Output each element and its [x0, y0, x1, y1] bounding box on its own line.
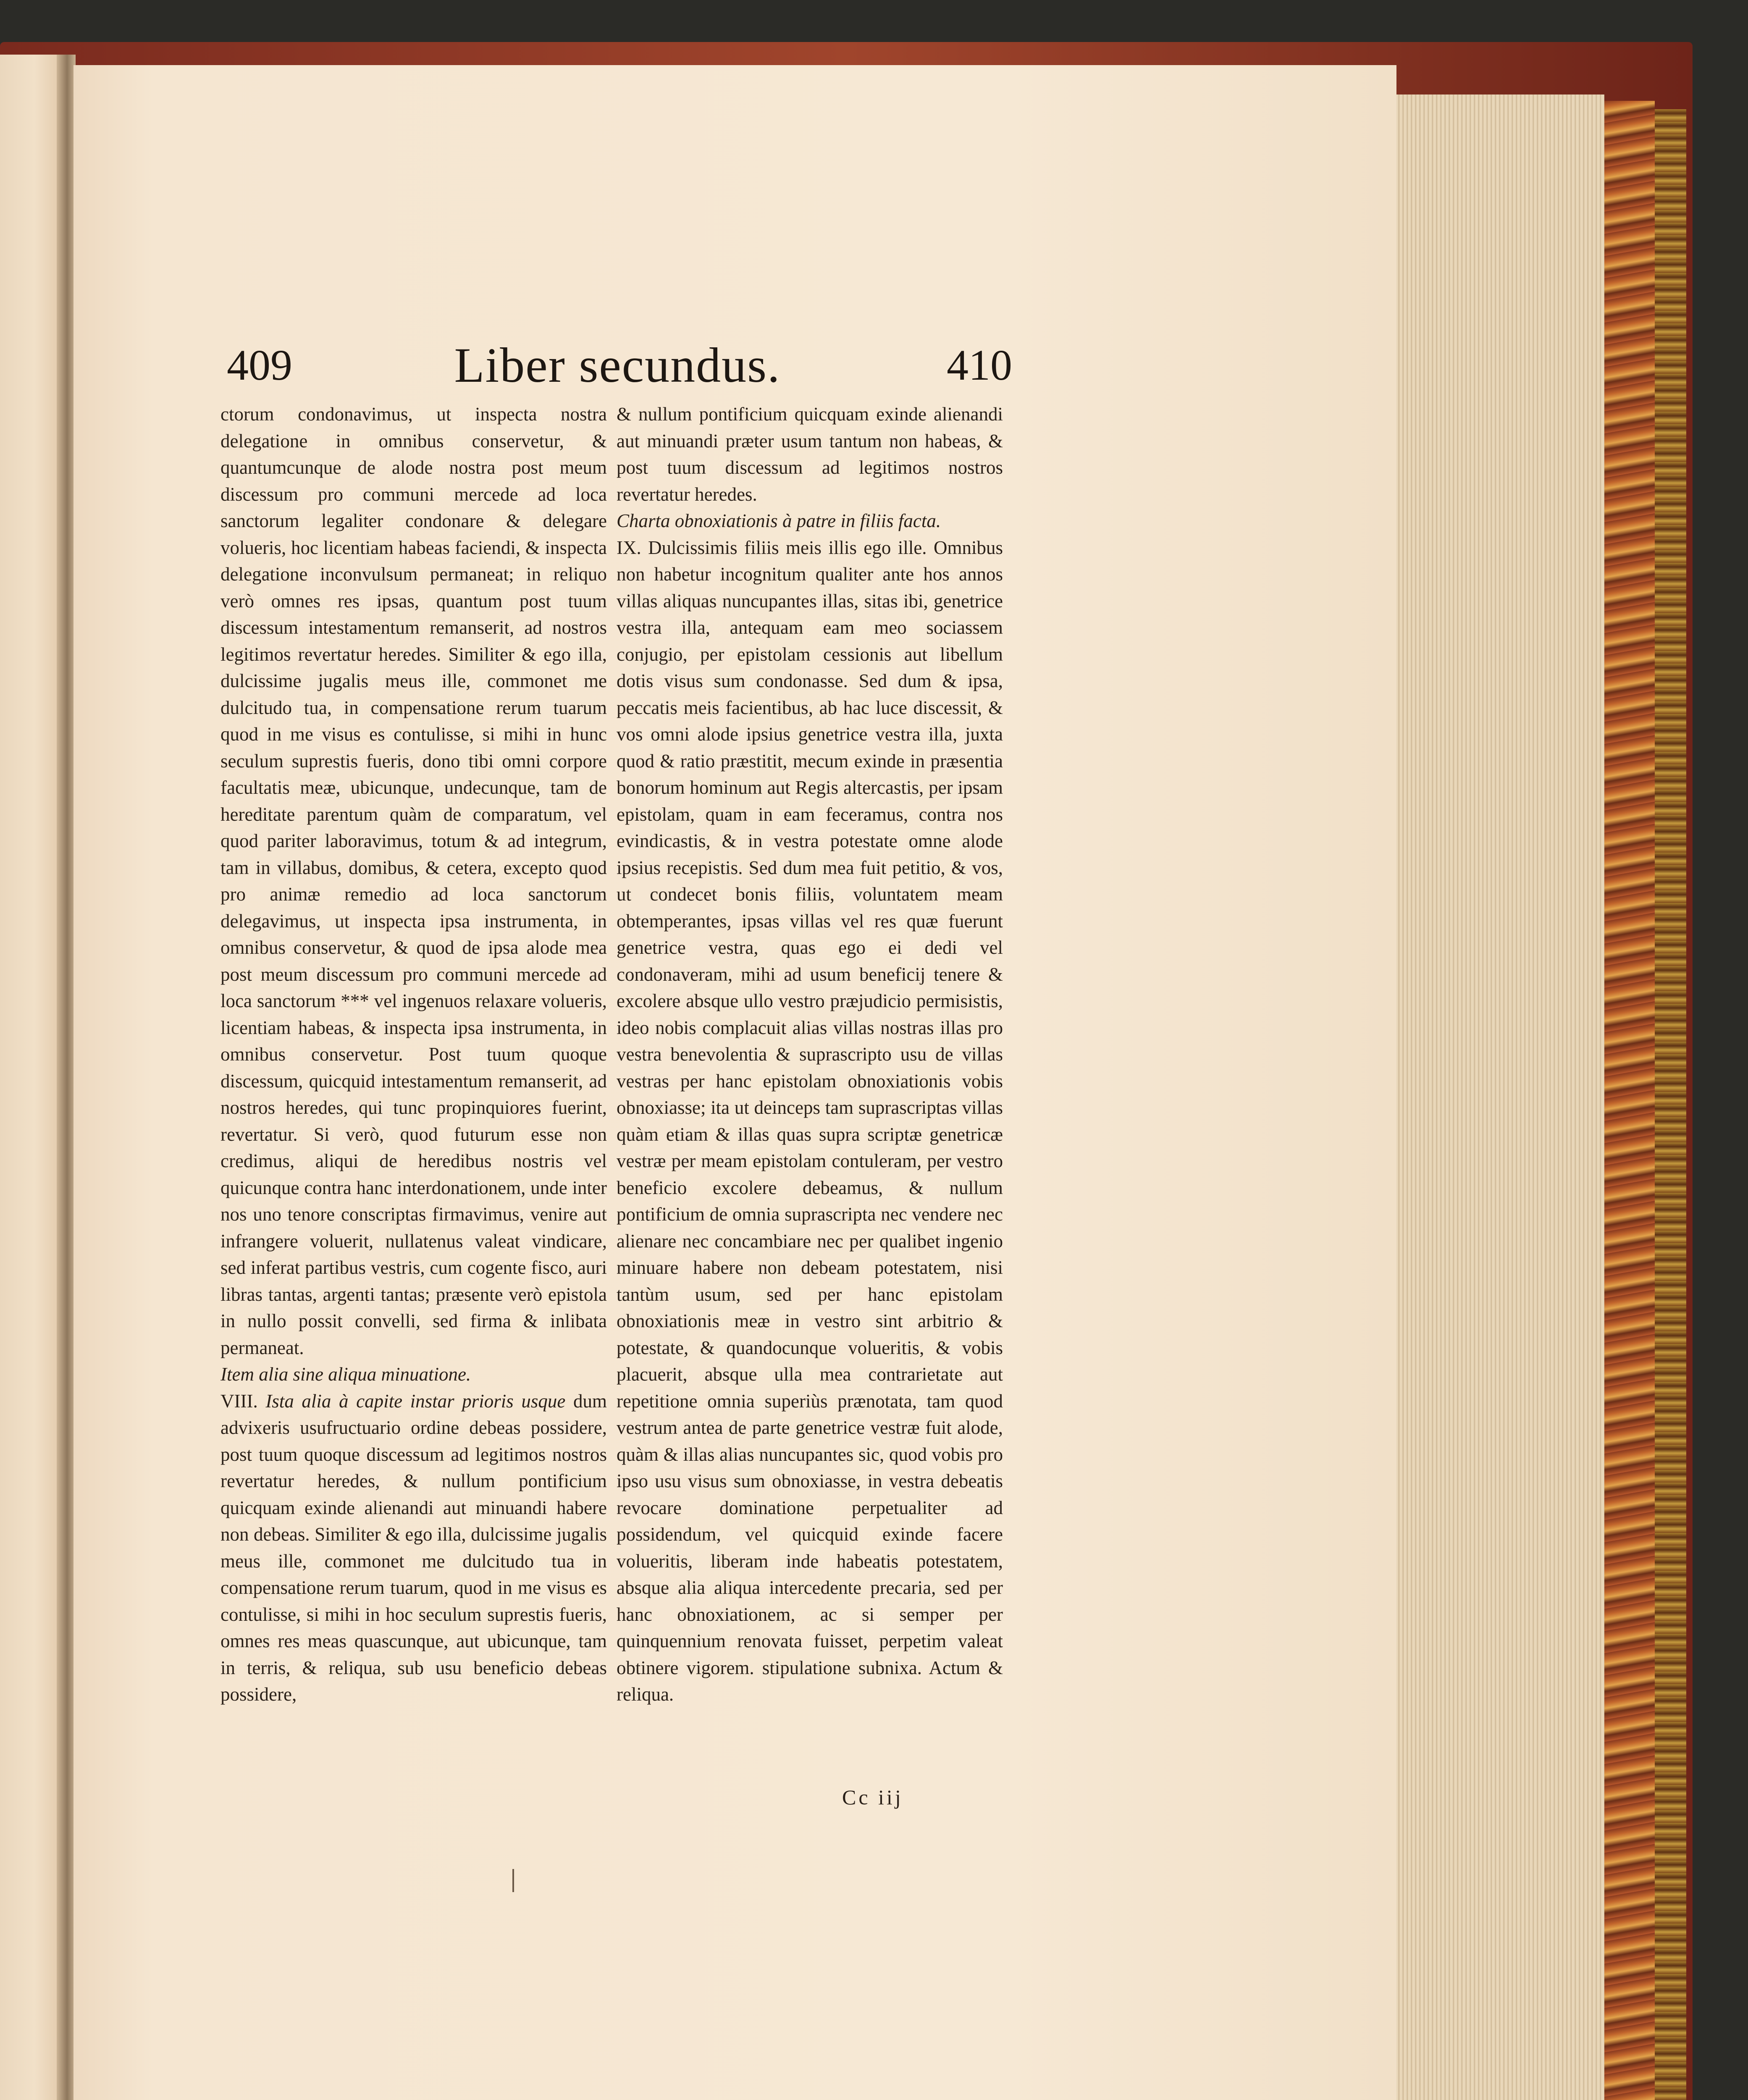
section-numeral: VIII.	[220, 1390, 258, 1412]
paragraph	[220, 1388, 607, 1708]
paragraph-text: Dulcissimis filiis meis illis ego ille. Omnibus non habetur incognitum qualiter ante hos annos villas aliquas nuncupantes illas, sitas ibi, genetrice vestra illa, antequam eam meo sociassem conjugio, per epistolam cessionis aut libellum dotis visus sum condonasse. Sed dum & ipsa, peccatis meis facientibus, ab hac luce discessit, & vos omni alode ipsius genetrice vestra illa, juxta quod & ratio præstitit, mecum exinde in præsentia bonorum hominum aut Regis altercastis, per ipsam epistolam, quam in eam feceramus, contra nos evindicastis, & in vestra potestate omne alode ipsius recepistis. Sed dum mea fuit petitio, & vos, ut condecet bonis filiis, voluntatem meam obtemperantes, ipsas villas vel res quæ fuerunt genetrice vestra, quas ego ei dedi vel condonaveram, mihi ad usum beneficij tenere & excolere absque ullo vestro præjudicio permisistis, ideo nobis complacuit alias villas nostras illas pro vestra benevolentia & suprascripto usu de villas vestras per hanc epistolam obnoxiationis vobis obnoxiasse; ita ut deinceps tam suprascriptas villas quàm etiam & illas quas supra scriptæ genetricæ vestræ per meam epistolam contuleram, per vestro beneficio excolere debeamus, & nullum pontificium de omnia suprascripta nec vendere nec alienare nec concambiare nec per qualibet ingenio minuare habere non debeam potestatem, nisi tantùm usum, sed per hanc epistolam obnoxiationis meæ in vestro sint arbitrio & potestate, & quandocunque volueritis, & vobis placuerit, absque ulla mea contrarietate aut repetitione omnia superiùs prænotata, tam quod vestrum antea de parte genetrice vestræ fuit alode, quàm & illas alias nuncupantes sic, quod vobis pro ipso usu visus sum obnoxiasse, in vestra debeatis revocare dominatione perpetualiter ad possidendum, vel quicquid exinde facere volueritis, liberam inde habeatis potestatem, absque alia aliqua intercedente precaria, sed per hanc obnoxiationem, ac si semper per quinquennium renovata fuisset, perpetim valeat obtinere vigorem. stipulatione subnixa. Actum & reliqua.	[617, 537, 1003, 1705]
paragraph: & nullum pontificium quicquam exinde alienandi aut minuandi præter usum tantum non habeas, & post tuum discessum ad legitimos nostros revertatur heredes.	[617, 404, 1003, 505]
gilt-spine	[1655, 109, 1686, 2100]
marbled-edge	[1604, 101, 1655, 2100]
italic-incipit: Ista alia à capite instar prioris usque	[265, 1390, 566, 1412]
paragraph: ctorum condonavimus, ut inspecta nostra delegatione in omnibus conservetur, & quantumcunque de alode nostra post meum discessum pro communi mercede ad loca sanctorum legaliter condonare & delegare volueris, hoc licentiam habeas faciendi, & inspecta delegatione inconvulsum permaneat; in reliquo verò omnes res ipsas, quantum post tuum discessum intestamentum remanserit, ad nostros legitimos revertatur heredes. Similiter & ego illa, dulcissime jugalis meus ille, commonet me dulcitudo tua, in compensatione rerum tuarum quod in me visus es contulisse, si mihi in hunc seculum suprestis fueris, dono tibi omni corpore facultatis meæ, ubicunque, undecunque, tam de hereditate parentum quàm de comparatum, vel quod pariter laboravimus, totum & ad integrum, tam in villabus, domibus, & cetera, excepto quod pro animæ remedio ad loca sanctorum delegavimus, ut inspecta ipsa instrumenta, in omnibus conservetur, & quod de ipsa alode mea post meum discessum pro communi mercede ad loca sanctorum *** vel ingenuos relaxare volueris, licentiam habeas, & inspecta ipsa instrumenta, in omnibus conservetur. Post tuum quoque discessum, quicquid intestamentum remanserit, ad nostros heredes, qui tunc propinquiores fuerint, revertatur. Si verò, quod futurum esse non credimus, aliqui de heredibus nostris vel quicunque contra hanc interdonationem, unde inter nos uno tenore conscriptas firmavimus, venire aut infrangere voluerit, nullatenus valeat vindicare, sed inferat partibus vestris, cum cogente fisco, auri libras tantas, argenti tantas; præsente verò epistola in nullo possit convelli, sed firma & inlibata permaneat.	[220, 404, 607, 1358]
section-heading: Charta obnoxiationis à patre in filiis facta.	[617, 510, 941, 531]
left-page-edge	[0, 55, 63, 2100]
right-column	[617, 401, 1003, 1708]
section-numeral: IX.	[617, 537, 641, 558]
signature-mark: Cc iij	[842, 1785, 903, 1809]
page-number-left: 409	[227, 341, 292, 389]
running-head	[223, 338, 1012, 393]
paragraph	[617, 535, 1003, 1708]
page-number-right: 410	[947, 341, 1012, 389]
paragraph-text: dum advixeris usufructuario ordine debeas possidere, post tuum quoque discessum ad legitimos nostros revertatur heredes, & nullum pontificium quicquam exinde alienandi aut minuandi habere non debeas. Similiter & ego illa, dulcissime jugalis meus ille, commonet me dulcitudo tua in compensatione rerum tuarum, quod in me visus es contulisse, si mihi in hoc seculum suprestis fueris, omnes res meas quascunque, aut ubicunque, tam in terris, & reliqua, sub usu beneficio debeas possidere,	[220, 1390, 607, 1705]
running-title: Liber secundus.	[454, 338, 781, 393]
left-column	[220, 401, 607, 1708]
book-gutter	[57, 55, 76, 2100]
page-block-edges	[1396, 94, 1604, 2100]
stray-mark	[512, 1869, 514, 1892]
section-heading: Item alia sine aliqua minuatione.	[220, 1364, 471, 1385]
